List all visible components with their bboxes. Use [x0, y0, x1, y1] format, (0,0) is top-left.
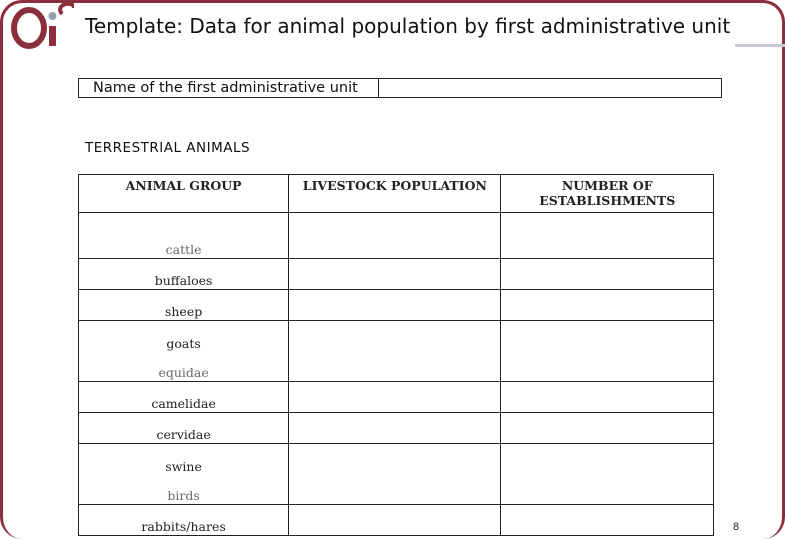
column-header-animal-group: ANIMAL GROUP — [79, 175, 289, 213]
establishments-cell[interactable] — [501, 382, 714, 413]
admin-unit-box — [78, 78, 722, 98]
animal-group-label: cervidae — [156, 427, 211, 442]
table-row — [79, 213, 714, 259]
table-row — [79, 505, 714, 536]
animal-group-label: birds — [167, 488, 200, 503]
animal-group-cell — [79, 213, 289, 259]
establishments-cell[interactable] — [501, 259, 714, 290]
table-row — [79, 321, 714, 382]
animal-group-label: buffaloes — [154, 273, 213, 288]
livestock-population-cell[interactable] — [289, 444, 501, 505]
livestock-population-cell[interactable] — [289, 213, 501, 259]
establishments-cell[interactable] — [501, 444, 714, 505]
animal-group-cell — [79, 290, 289, 321]
animal-group-cell — [79, 259, 289, 290]
oie-logo — [4, 0, 74, 52]
animal-population-table — [78, 174, 714, 536]
animal-group-cell — [79, 505, 289, 536]
table-row — [79, 290, 714, 321]
accent-bar — [735, 44, 785, 47]
animal-group-cell — [79, 321, 289, 382]
page-title: Template: Data for animal population by first administrative unit — [85, 14, 731, 38]
table-row — [79, 259, 714, 290]
page-number: 8 — [733, 521, 740, 533]
establishments-cell[interactable] — [501, 290, 714, 321]
establishments-cell[interactable] — [501, 213, 714, 259]
animal-group-label: equidae — [158, 365, 209, 380]
animal-group-cell — [79, 382, 289, 413]
animal-group-label: cattle — [165, 242, 202, 257]
livestock-population-cell[interactable] — [289, 382, 501, 413]
establishments-cell[interactable] — [501, 413, 714, 444]
animal-group-label: camelidae — [151, 396, 216, 411]
table-row — [79, 382, 714, 413]
table-header-row — [79, 175, 714, 213]
animal-group-label: goats — [166, 336, 201, 351]
column-header-livestock-population: LIVESTOCK POPULATION — [289, 175, 501, 213]
animal-group-label: rabbits/hares — [141, 519, 226, 534]
livestock-population-cell[interactable] — [289, 290, 501, 321]
animal-group-cell — [79, 444, 289, 505]
column-header-number-of-establishments: NUMBER OF ESTABLISHMENTS — [501, 175, 714, 213]
table-row — [79, 444, 714, 505]
table-row — [79, 413, 714, 444]
establishments-cell[interactable] — [501, 321, 714, 382]
section-title: TERRESTRIAL ANIMALS — [85, 140, 251, 156]
establishments-cell[interactable] — [501, 505, 714, 536]
admin-unit-field[interactable] — [379, 79, 721, 97]
livestock-population-cell[interactable] — [289, 321, 501, 382]
livestock-population-cell[interactable] — [289, 413, 501, 444]
admin-unit-label: Name of the first administrative unit — [79, 79, 379, 97]
animal-group-label: sheep — [164, 304, 203, 319]
livestock-population-cell[interactable] — [289, 505, 501, 536]
animal-group-label: swine — [165, 459, 202, 474]
livestock-population-cell[interactable] — [289, 259, 501, 290]
animal-group-cell — [79, 413, 289, 444]
